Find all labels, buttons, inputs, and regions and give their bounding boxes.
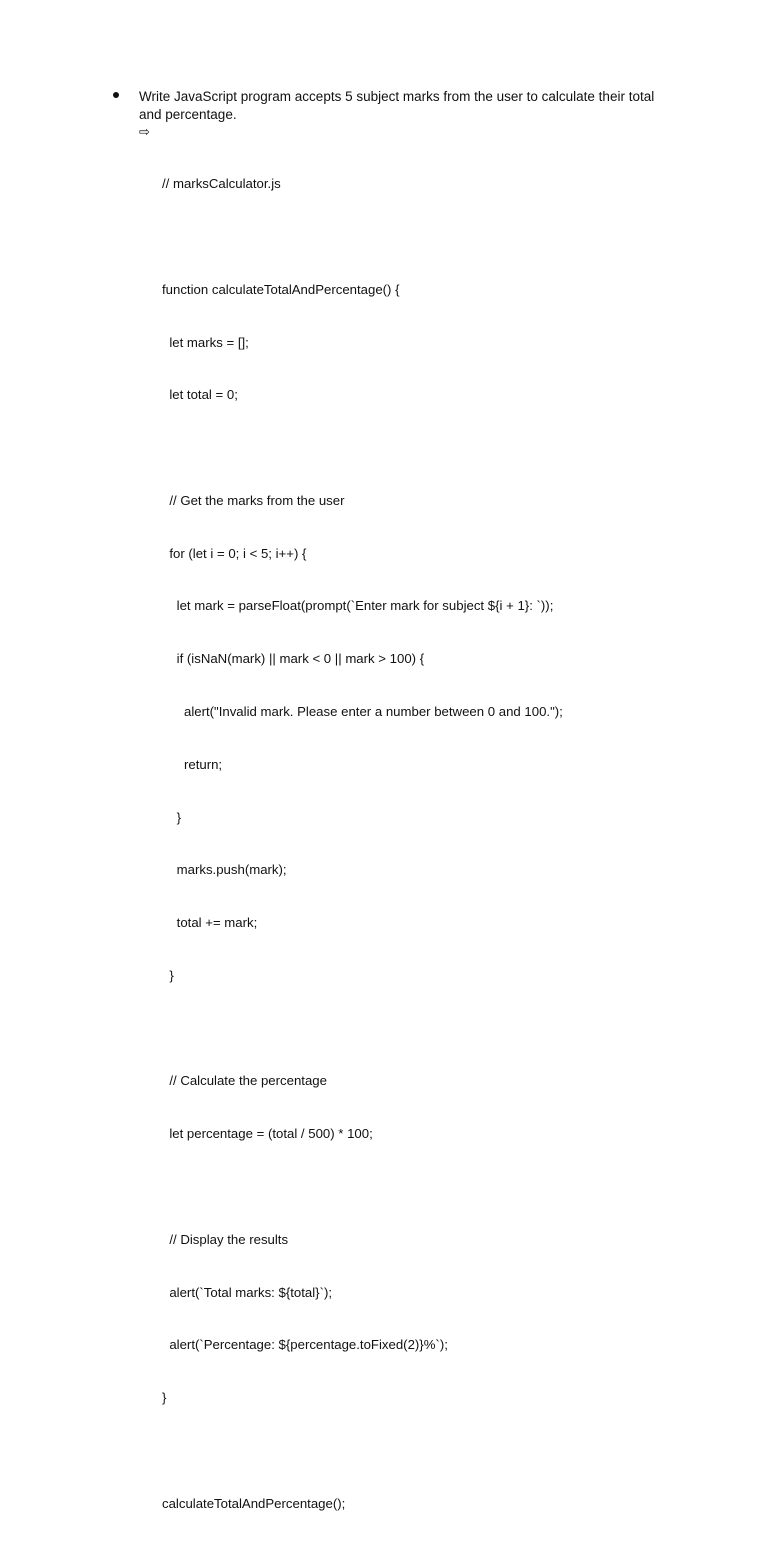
code-line [162, 1442, 682, 1460]
code-line: if (isNaN(mark) || mark < 0 || mark > 100) { [162, 651, 425, 667]
code-line: } [162, 1390, 167, 1406]
code-line [162, 1020, 682, 1038]
code-line: let percentage = (total / 500) * 100; [162, 1126, 373, 1142]
code-line: // Display the results [162, 1231, 289, 1247]
right-arrow-icon: ⇨ [139, 124, 150, 139]
code-line [162, 439, 682, 457]
code-line [162, 1178, 682, 1196]
code-line: return; [162, 756, 223, 772]
code-line: let total = 0; [162, 387, 238, 403]
question-text: Write JavaScript program accepts 5 subject marks from the user to calculate their total and percentage. [139, 89, 655, 122]
code-line: } [162, 809, 182, 825]
code-line: function calculateTotalAndPercentage() { [162, 281, 400, 297]
code-line: alert("Invalid mark. Please enter a number between 0 and 100."); [162, 704, 563, 719]
code-block [162, 140, 682, 1548]
code-line: total += mark; [162, 915, 258, 931]
code-line: // Calculate the percentage [162, 1073, 327, 1089]
code-line: calculateTotalAndPercentage(); [162, 1495, 346, 1511]
code-line: } [162, 967, 174, 983]
code-line: alert(`Percentage: ${percentage.toFixed(2)}%`); [162, 1337, 448, 1353]
code-line: let marks = []; [162, 334, 249, 350]
code-line: alert(`Total marks: ${total}`); [162, 1284, 333, 1300]
bullet-icon [113, 92, 119, 98]
code-line: // marksCalculator.js [162, 176, 281, 192]
code-line: let mark = parseFloat(prompt(`Enter mark for subject ${i + 1}: `)); [162, 598, 554, 614]
code-line: for (let i = 0; i < 5; i++) { [162, 545, 307, 561]
code-line: marks.push(mark); [162, 862, 287, 878]
code-line: // Get the marks from the user [162, 492, 345, 508]
code-line [162, 228, 682, 246]
